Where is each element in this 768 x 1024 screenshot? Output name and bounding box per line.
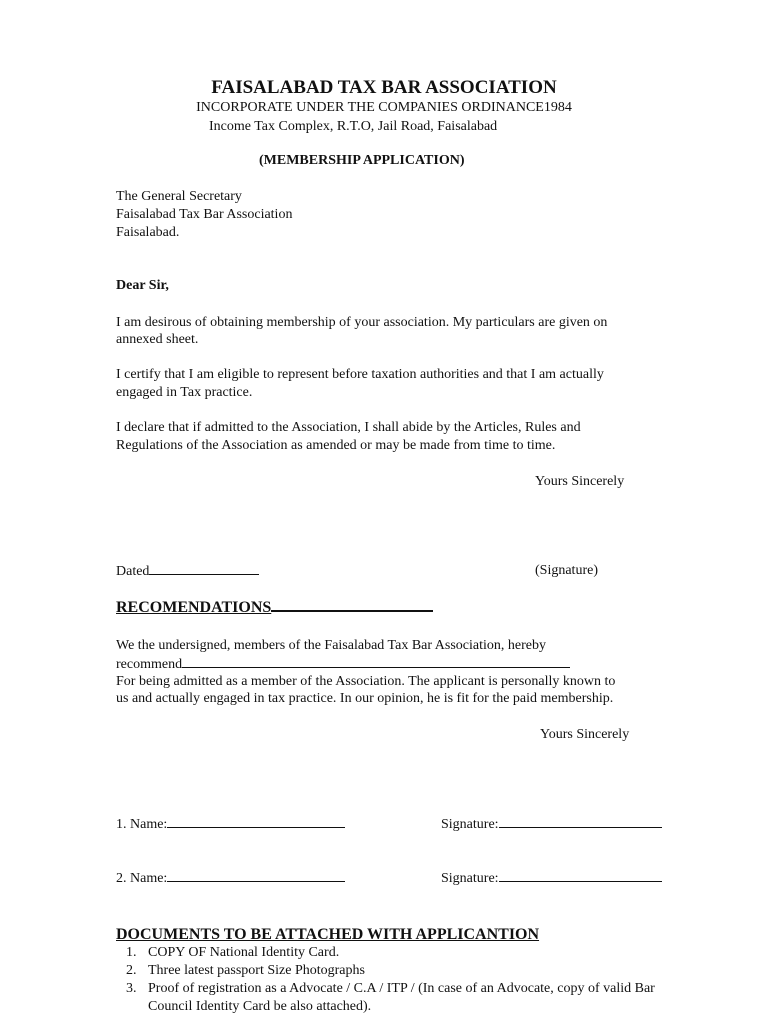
dated-label: Dated [116,564,150,579]
dated-field[interactable] [116,562,259,581]
documents-heading: DOCUMENTS TO BE ATTACHED WITH APPLICANTION [116,926,540,943]
para1-line2: annexed sheet. [116,332,199,347]
name1-field[interactable] [116,815,345,834]
document-item-3: 3. Proof of registration as a Advocate / C.A / ITP / (In case of an Advocate, copy of valid Bar Council Identity Card be also attached). [140,980,700,1016]
document-item-2: 2. Three latest passport Size Photographs [140,962,700,980]
document-item-1: 1. COPY OF National Identity Card. [140,944,700,962]
name2-field[interactable] [116,869,345,888]
dated-blank-line[interactable] [149,562,259,575]
para2-line1: I certify that I am eligible to represent before taxation authorities and that I am actually [116,367,604,382]
address-line: Income Tax Complex, R.T.O, Jail Road, Faisalabad [209,119,498,134]
documents-list [116,944,700,1016]
sig2-field[interactable] [441,869,662,888]
name2-blank-line[interactable] [167,869,345,882]
recommend-line1: We the undersigned, members of the Faisalabad Tax Bar Association, hereby [116,638,546,653]
closing-applicant: Yours Sincerely [535,474,625,489]
form-title: (MEMBERSHIP APPLICATION) [259,153,465,168]
sig1-field[interactable] [441,815,662,834]
association-title: FAISALABAD TAX BAR ASSOCIATION [211,77,557,98]
recommendations-heading: RECOMENDATIONS [116,599,272,616]
closing-recommenders: Yours Sincerely [540,727,630,742]
incorporation-line: INCORPORATE UNDER THE COMPANIES ORDINANCE1984 [196,100,572,115]
heading-underline [271,598,433,612]
sig1-blank-line[interactable] [499,815,662,828]
recipient-line-1: The General Secretary [116,189,242,204]
recommend-field[interactable] [116,655,570,674]
recommend-line4: us and actually engaged in tax practice. In our opinion, he is fit for the paid membership. [116,691,614,706]
salutation: Dear Sir, [116,278,169,293]
recommend-blank-line[interactable] [182,655,570,668]
name1-blank-line[interactable] [167,815,345,828]
recommend-line3: For being admitted as a member of the Association. The applicant is personally known to [116,674,616,689]
para2-line2: engaged in Tax practice. [116,385,253,400]
name1-label: 1. Name: [116,817,168,832]
recipient-line-2: Faisalabad Tax Bar Association [116,207,293,222]
para1-line1: I am desirous of obtaining membership of your association. My particulars are given on [116,315,608,330]
recipient-line-3: Faisalabad. [116,225,180,240]
sig2-label: Signature: [441,871,499,886]
recommend-label: recommend [116,657,183,672]
name2-label: 2. Name: [116,871,168,886]
sig2-blank-line[interactable] [499,869,662,882]
sig1-label: Signature: [441,817,499,832]
applicant-signature-label: (Signature) [535,563,598,578]
recommendations-heading-wrap [116,598,433,618]
para3-line2: Regulations of the Association as amended or may be made from time to time. [116,438,556,453]
para3-line1: I declare that if admitted to the Association, I shall abide by the Articles, Rules and [116,420,581,435]
